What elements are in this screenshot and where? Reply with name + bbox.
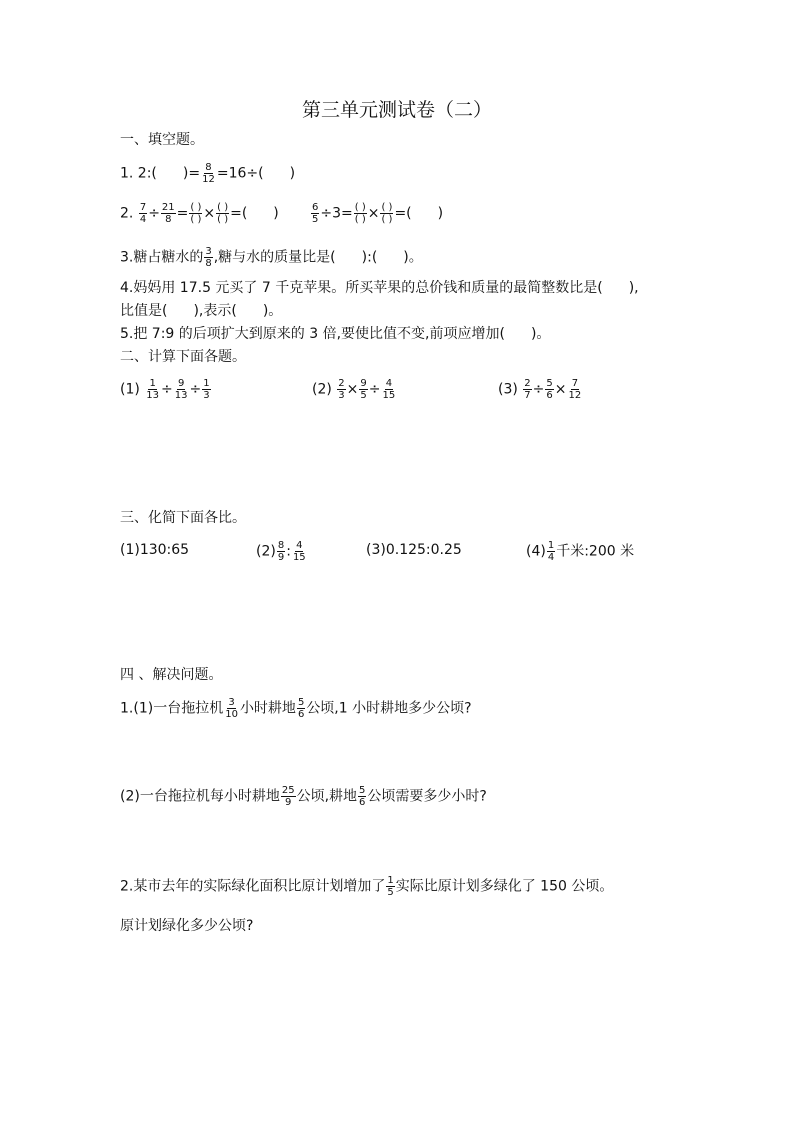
problem-text: 公顷,耕地 <box>296 788 358 805</box>
denominator: 6 <box>546 390 553 401</box>
numerator: 1 <box>387 875 394 886</box>
numerator: 4 <box>385 378 393 389</box>
q1-text: ) <box>289 165 296 182</box>
fraction <box>204 246 212 269</box>
denominator: 13 <box>174 390 188 401</box>
denominator: 8 <box>205 258 212 269</box>
blank-fraction[interactable] <box>380 202 393 225</box>
operator: ) <box>273 205 279 222</box>
problem-text: 实际比原计划多绿化了 150 公顷。 <box>395 878 614 895</box>
ratio-problem-4 <box>526 540 634 563</box>
fraction <box>281 785 296 808</box>
numerator: 3 <box>228 697 235 708</box>
operator: ÷ <box>532 381 545 398</box>
q3-text: )。 <box>403 249 423 266</box>
operator: × <box>203 205 216 222</box>
numerator: 21 <box>161 202 175 213</box>
fraction <box>292 540 307 563</box>
fraction <box>545 378 553 401</box>
fraction <box>224 697 239 720</box>
q1-text: 1. 2:( <box>120 165 157 182</box>
denominator: 5 <box>360 390 367 401</box>
q5-text: 5.把 7:9 的后项扩大到原来的 3 倍,要使比值不变,前项应增加( <box>120 326 505 342</box>
question-1-4-line2 <box>120 301 282 321</box>
section-1-heading: 一、填空题。 <box>120 132 204 148</box>
q3-text: ):( <box>361 249 378 266</box>
denominator: 9 <box>277 552 285 563</box>
numerator: ( ) <box>381 202 393 213</box>
question-1-5 <box>120 324 550 344</box>
numerator: 9 <box>177 378 185 389</box>
ratio-problem-2 <box>256 540 308 563</box>
q3-text: ,糖与水的质量比是( <box>213 249 336 266</box>
q4-text: )。 <box>262 303 283 319</box>
denominator: 3 <box>203 390 210 401</box>
denominator: 5 <box>312 214 319 225</box>
operator: =( <box>394 205 412 222</box>
q4-text: 4.妈妈用 17.5 元买了 7 千克苹果。所买苹果的总价钱和质量的最简整数比是( <box>120 280 603 296</box>
denominator: 6 <box>297 709 305 720</box>
operator: ÷ <box>189 381 202 398</box>
section-2-heading: 二、计算下面各题。 <box>120 349 246 365</box>
problem-text: 公顷,1 小时耕地多少公顷? <box>306 700 472 717</box>
denominator: 9 <box>285 797 292 808</box>
numerator: 5 <box>359 785 366 796</box>
problem-label: (2) <box>256 543 276 560</box>
fraction <box>139 202 147 225</box>
operator: ÷ <box>368 381 381 398</box>
calc-problem-3 <box>498 378 583 401</box>
numerator: 1 <box>547 540 555 551</box>
ratio-problem-1: (1)130:65 <box>120 542 190 558</box>
ratio-problem-3: (3)0.125:0.25 <box>366 542 462 558</box>
question-1-4-line1 <box>120 278 639 298</box>
problem-text: (2)一台拖拉机每小时耕地 <box>120 788 280 805</box>
denominator: 12 <box>202 174 215 185</box>
fraction <box>568 378 583 401</box>
operator: × <box>554 381 567 398</box>
denominator: ( ) <box>381 214 393 225</box>
fraction <box>145 378 160 401</box>
fraction <box>277 540 285 563</box>
fraction <box>337 378 345 401</box>
denominator: 4 <box>547 552 555 563</box>
numerator: 2 <box>524 378 531 389</box>
fraction <box>201 162 216 185</box>
denominator: 12 <box>568 390 582 401</box>
section-4-heading: 四 、解决问题。 <box>120 667 223 683</box>
calc-problem-1 <box>120 378 212 401</box>
operator: × <box>346 381 359 398</box>
fraction <box>358 785 366 808</box>
denominator: 6 <box>359 797 366 808</box>
question-1-1 <box>120 162 295 185</box>
question-1-3 <box>120 246 423 269</box>
problem-text: 小时耕地 <box>239 700 296 717</box>
word-problem-1-2 <box>120 785 487 808</box>
numerator: 4 <box>296 540 303 551</box>
problem-text: 2.某市去年的实际绿化面积比原计划增加了 <box>120 878 386 895</box>
fraction <box>297 697 305 720</box>
fraction <box>311 202 319 225</box>
fraction <box>386 875 394 898</box>
fraction <box>523 378 531 401</box>
operator: =( <box>230 205 248 222</box>
numerator: ( ) <box>354 202 366 213</box>
calc-problem-2 <box>312 378 397 401</box>
operator: : <box>286 543 291 560</box>
q1-text: =16÷( <box>216 165 264 182</box>
fraction <box>161 202 176 225</box>
numerator: 8 <box>205 162 212 173</box>
fraction <box>547 540 555 563</box>
fraction <box>382 378 397 401</box>
denominator: 15 <box>382 390 396 401</box>
denominator: ( ) <box>354 214 366 225</box>
numerator: 1 <box>149 378 156 389</box>
numerator: 7 <box>139 202 147 213</box>
numerator: 8 <box>277 540 285 551</box>
operator: ÷ <box>148 205 160 222</box>
operator: ) <box>437 205 444 222</box>
fraction <box>174 378 189 401</box>
numerator: ( ) <box>217 202 229 213</box>
q4-text: 比值是( <box>120 303 168 319</box>
blank-fraction[interactable] <box>354 202 367 225</box>
numerator: 9 <box>360 378 367 389</box>
denominator: ( ) <box>217 214 229 225</box>
problem-text: 公顷需要多少小时? <box>367 788 487 805</box>
question-1-2b <box>310 202 443 225</box>
numerator: 25 <box>281 785 295 796</box>
denominator: 10 <box>225 709 238 720</box>
q2-number: 2. <box>120 205 134 222</box>
numerator: 6 <box>312 202 319 213</box>
q1-text: )= <box>182 165 201 182</box>
denominator: 8 <box>165 214 172 225</box>
denominator: 15 <box>292 552 306 563</box>
section-3-heading: 三、化简下面各比。 <box>120 510 246 526</box>
problem-label: (2) <box>312 381 332 398</box>
denominator: 5 <box>387 887 394 898</box>
denominator: ( ) <box>190 214 202 225</box>
problem-label: (3) <box>498 381 518 398</box>
numerator: 1 <box>203 378 210 389</box>
numerator: 5 <box>297 697 305 708</box>
fraction <box>202 378 210 401</box>
q5-text: )。 <box>530 326 551 342</box>
q4-text: ),表示( <box>193 303 237 319</box>
denominator: 13 <box>146 390 160 401</box>
problem-label: (1) <box>120 381 140 398</box>
numerator: ( ) <box>190 202 202 213</box>
problem-label: (4) <box>526 543 546 560</box>
q3-text: 3.糖占糖水的 <box>120 249 204 266</box>
numerator: 3 <box>205 246 212 257</box>
question-1-2 <box>120 202 279 225</box>
fraction <box>359 378 367 401</box>
word-problem-2 <box>120 875 613 898</box>
denominator: 3 <box>338 390 345 401</box>
operator: = <box>176 205 189 222</box>
blank-fraction[interactable] <box>189 202 202 225</box>
problem-text: 1.(1)一台拖拉机 <box>120 700 224 717</box>
operator: ÷3= <box>320 205 353 222</box>
operator: ÷ <box>161 381 173 398</box>
word-problem-2-line2: 原计划绿化多少公顷? <box>120 918 254 934</box>
numerator: 2 <box>338 378 345 389</box>
q4-text: ), <box>628 280 639 296</box>
numerator: 5 <box>546 378 553 389</box>
word-problem-1-1 <box>120 697 472 720</box>
ratio-text: 千米:200 米 <box>556 543 635 560</box>
denominator: 4 <box>139 214 147 225</box>
numerator: 7 <box>571 378 579 389</box>
blank-fraction[interactable] <box>216 202 229 225</box>
operator: × <box>367 205 380 222</box>
denominator: 7 <box>524 390 531 401</box>
page-title: 第三单元测试卷（二） <box>301 99 492 121</box>
